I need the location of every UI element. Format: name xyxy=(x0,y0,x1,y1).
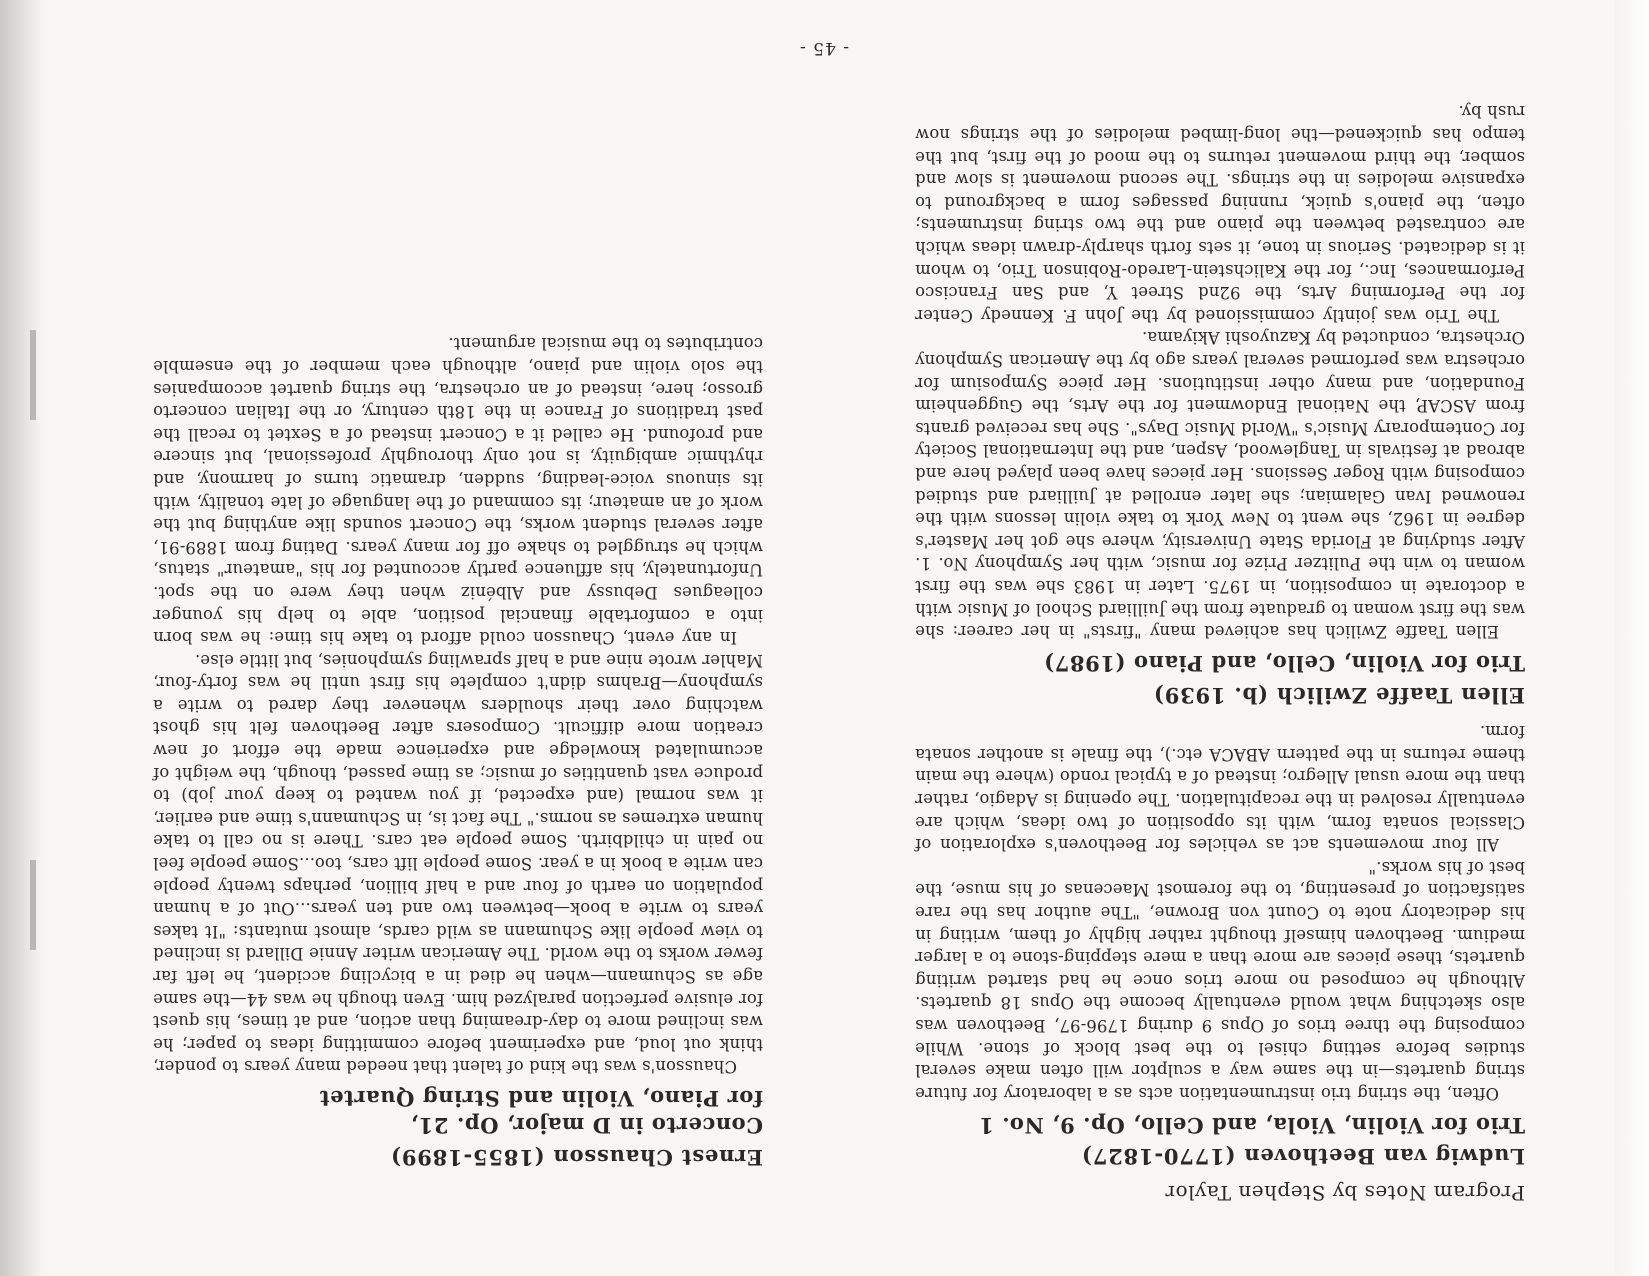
composer-heading: Ernest Chausson (1855-1899) xyxy=(390,1145,763,1170)
work-title-line-1: Concerto in D major, Op. 21, xyxy=(410,1113,763,1139)
paragraph: The Trio was jointly commissioned by the John F. Kennedy Center for the Performing Arts, the 92nd Street Y, and San Francisco Performances, Inc., for the Kalichstein-Laredo-Robinson Trio, to whom it is dedicated. Serious in tone, it sets forth sharply-drawn ideas which are contrasted between the piano and the two string instruments; often, the piano's quick, running passages form a background to expansive melodies in the strings. The second movement is slow and somber, the third movement returns to the mood of the first, but the tempo has quickened—the long-limbed melodies of the strings now rush by. xyxy=(915,102,1525,325)
work-title: Trio for Violin, Viola, and Cello, Op. 9, No. 1 xyxy=(978,1112,1525,1138)
paragraph: Chausson's was the kind of talent that needed many years to ponder, think out loud, and experiment before committing ideas to paper; he was inclined more to day-dreaming than action, and at times, his quest for elusive perfection paralyzed him. Even though he was 44—the same age as Schumann—when he died in a bicycling accident, he left far fewer works to the world. The American writer Annie Dillard is inclined to view people like Schumann as wild cards, almost mutants: "It takes years to write a book—between two and ten years...Out of a human population on earth of four and a half billion, perhaps twenty people can write a book in a year. Some people lift cars, too...Some people feel no pain in childbirth. Some people eat cars. There is no call to take human extremes as norms." The fact is, in Schumann's time and earlier, it was normal (and expected, if you wanted to keep your job) to produce vast quantities of music; as time passed, though, the weight of accumulated knowledge and experience made the effort of new creation more difficult. Composers after Beethoven felt his ghost watching over their shoulders whenever they dared to write a symphony—Brahms didn't complete his first until he was forty-four, Mahler wrote nine and a half sprawling symphonies, but little else. xyxy=(153,650,763,1077)
composer-heading: Ellen Taaffe Zwilich (b. 1939) xyxy=(1153,682,1525,708)
paragraph: Ellen Taaffe Zwilich has achieved many "firsts" in her career: she was the first woman to graduate from the Juilliard School of Music with a doctorate in composition, in 1975. Later in 1983 she was the first woman to win the Pulitzer Prize for music, with her Symphony No. 1. After studying at Florida State University, where she got her Master's degree in 1962, she went to New York to take violin lessons with the renowned Ivan Galamian; she later enrolled at Juilliard and studied composing with Roger Sessions. Her pieces have been played here and abroad at festivals in Tanglewood, Aspen, and the International Society for Contemporary Music's "World Music Days". She has received grants from ASCAP, the National Endowment for the Arts, the Guggenheim Foundation, and many other institutions. Her piece Symposium for orchestra was performed several years ago by the American Symphony Orchestra, conducted by Kazuyoshi Akiyama. xyxy=(915,328,1525,642)
work-title-line-2: for Piano, Violin and String Quartet xyxy=(319,1086,763,1112)
right-column xyxy=(153,332,763,1168)
paragraph: All four movements act as vehicles for Beethoven's exploration of Classical sonata form, with its opposition of two ideas, which are eventually resolved in the recapitulation. The opening is Adagio, rather than the more usual Allegro; instead of a typical rondo (where the main theme returns in the pattern ABACA etc.), the finale is another sonata form. xyxy=(915,722,1525,855)
paragraph: Often, the string trio instrumentation acts as a laboratory for future string quartets—in the same way a sculptor will often make several studies before setting chisel to the best block of stone. While composing the three trios of Opus 9 during 1796-97, Beethoven was also sketching what would eventually become the Opus 18 quartets. Although he composed no more trios once he had started writing quartets, these pieces are more than a mere stepping-stone to a larger medium. Beethoven himself thought rather highly of them, writing in his dedicatory note to Count von Browne, "The author has the rare satisfaction of presenting, to the foremost Maecenas of his muse, the best of his works." xyxy=(915,857,1525,1103)
work-title: Trio for Violin, Cello, and Piano (1987) xyxy=(1043,651,1525,677)
paragraph: In any event, Chausson could afford to take his time: he was born into a comfortable financial position, able to help his younger colleagues Debussy and Albéniz when they were on the spot. Unfortunately, his affluence partly accounted for his "amateur" status, which he struggled to shake off for many years. Dating from 1889-91, after several student works, the Concert sounds like anything but the work of an amateur; its command of the language of late tonality, with its sinuous voice-leading, sudden, dramatic turns of harmony, and rhythmic ambiguity, is not only thoroughly professional, but sincere and profound. He called it a Concert instead of a Sextet to recall the past traditions of France in the 18th century, or the Italian concerto grosso; here, instead of an orchestra, the string quartet accompanies the solo violin and piano, although each member of the ensemble contributes to the musical argument. xyxy=(153,334,763,648)
page-number: - 45 - xyxy=(799,38,849,58)
page-header: Program Notes by Stephen Taylor xyxy=(1164,1181,1525,1205)
left-column xyxy=(915,100,1525,1204)
composer-heading: Ludwig van Beethoven (1770-1827) xyxy=(1081,1144,1525,1170)
